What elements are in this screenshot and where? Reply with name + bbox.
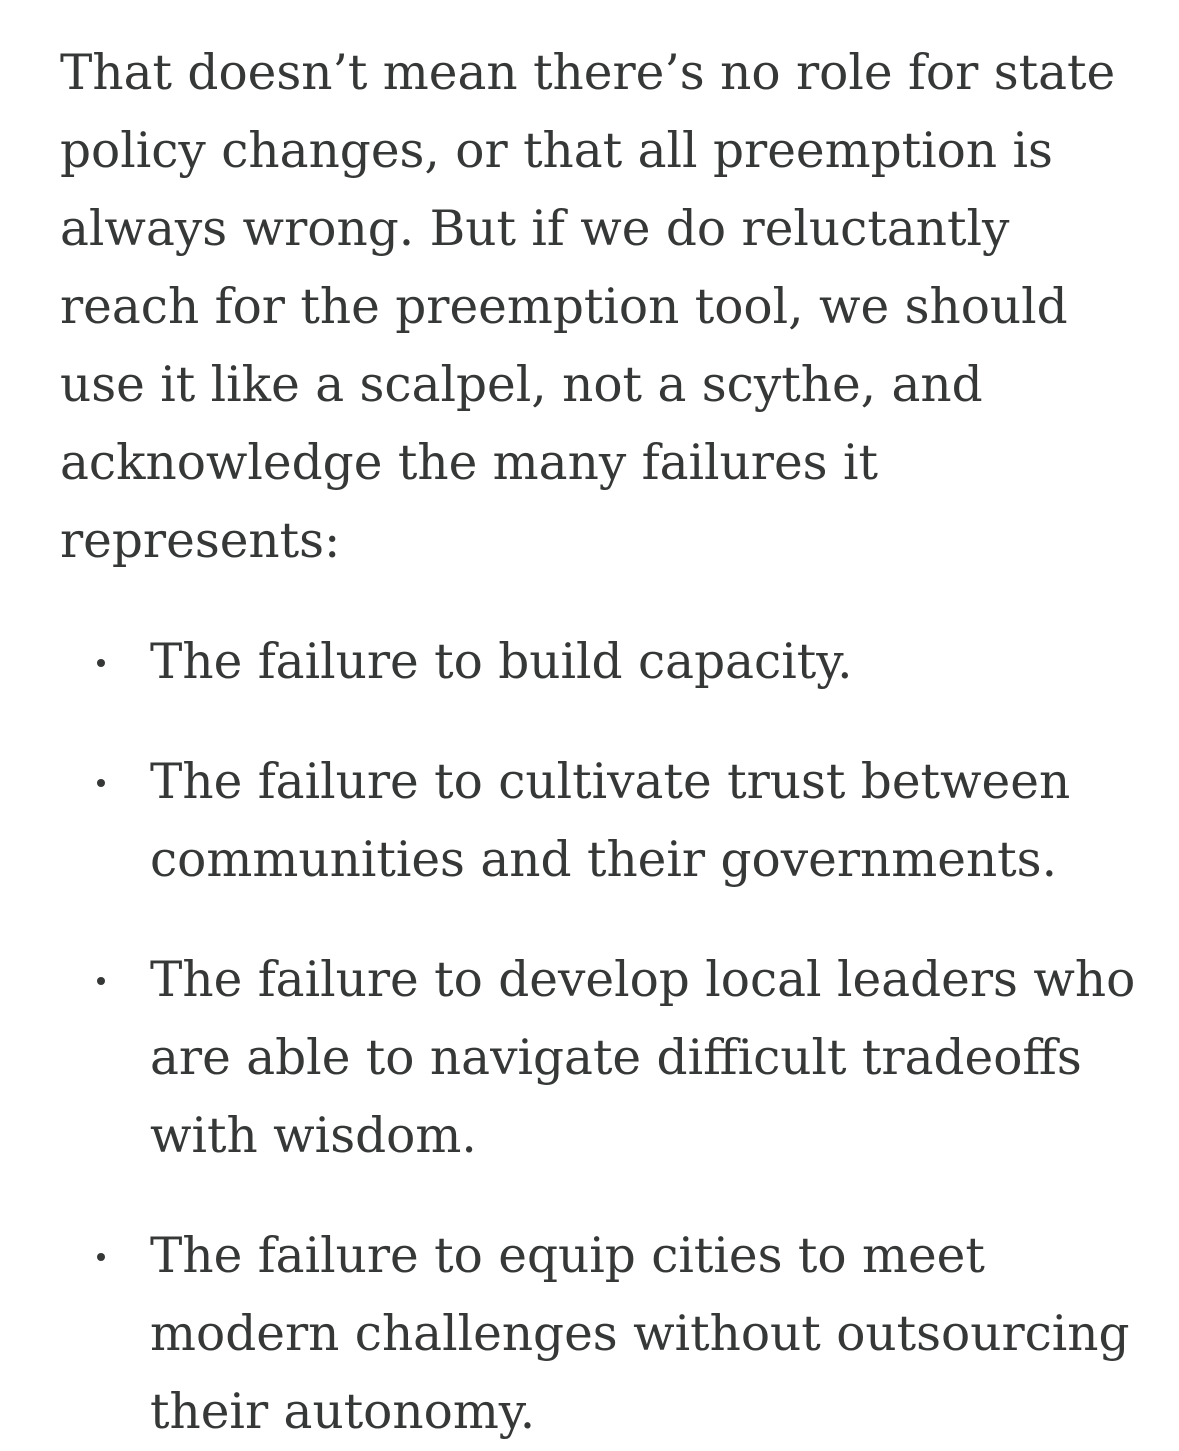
- list-item: [60, 1217, 1140, 1451]
- list-item: [60, 941, 1140, 1175]
- failure-list: [60, 623, 1140, 1451]
- list-item-text: The failure to cultivate trust between communities and their governments.: [150, 754, 1071, 888]
- bullet-icon: [97, 779, 105, 787]
- list-item: [60, 743, 1140, 899]
- bullet-icon: [97, 659, 105, 667]
- intro-paragraph: That doesn’t mean there’s no role for state policy changes, or that all preemption is always wrong. But if we do reluctantly reach for the preemption tool, we should use it like a scalpel, not a scythe, and acknowledge the many failures it represents:: [60, 45, 1116, 569]
- bullet-icon: [97, 1253, 105, 1261]
- list-item-text: The failure to equip cities to meet modern challenges without outsourcing their autonomy.: [150, 1228, 1130, 1440]
- bullet-icon: [97, 977, 105, 985]
- list-item: [60, 623, 1140, 701]
- list-item-text: The failure to build capacity.: [150, 634, 853, 690]
- article-body: [60, 34, 1140, 1451]
- list-item-text: The failure to develop local leaders who are able to navigate difficult tradeoffs with wisdom.: [150, 952, 1136, 1164]
